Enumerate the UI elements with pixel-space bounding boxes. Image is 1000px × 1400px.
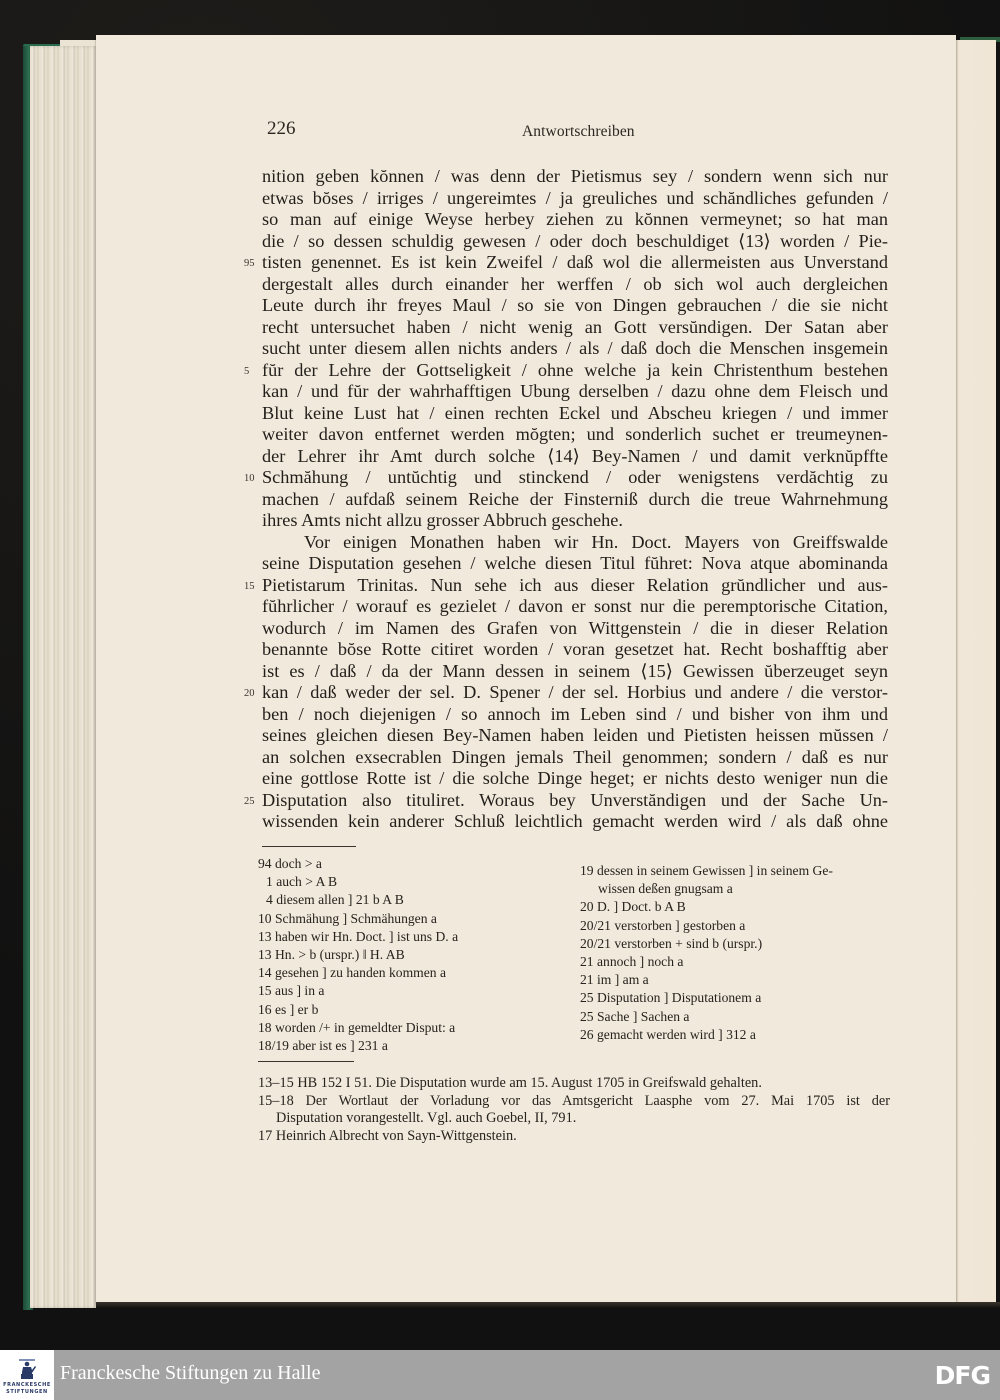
text-line: benannte bŏse Rotte citiret worden / voran gesetzet hat. Recht boshafftig aber: [262, 639, 888, 659]
text-line: etwas bŏses / irriges / ungereimtes / ja greuliches und schăndliches gefunden /: [262, 187, 888, 208]
apparatus-entry: 26 gemacht werden wird ] 312 a: [580, 1026, 756, 1042]
francke-statue-icon: [17, 1358, 37, 1380]
text-line: an solchen exsecrablen Dingen jemals Theil genommen; sondern / daß es nur: [262, 746, 888, 767]
text-line: seine Disputation gesehen / welche diesen Titul fŭhret: Nova atque abominanda: [262, 553, 888, 573]
line-number: 10: [244, 473, 255, 484]
apparatus-entry: 18/19 aber ist es ] 231 a: [258, 1038, 388, 1054]
text-line: der Lehrer ihr Amt durch solche ⟨14⟩ Bey-Namen / und damit verknŭpffte: [262, 445, 888, 466]
apparatus-entry: 20 D. ] Doct. b A B: [580, 899, 686, 915]
text-line: recht untersuchet haben / nicht wenig an Gott versŭndigen. Der Satan aber: [262, 316, 888, 337]
text-line: seines gleichen diesen Bey-Namen haben leiden und Pietisten heissen mŭssen /: [262, 725, 888, 745]
apparatus-entry: 4 diesem allen ] 21 b A B: [266, 892, 404, 908]
apparatus-entry: 13 Hn. > b (urspr.) ‖ H. AB: [258, 947, 405, 963]
commentary-divider: [258, 1061, 354, 1062]
text-line: weiter davon entfernet werden mŏgten; und sonderlich suchet er treumeynen-: [262, 424, 888, 444]
text-line-paragraph-end: ihres Amts nicht allzu grosser Abbruch geschehe.: [262, 510, 623, 530]
apparatus-entry: 21 annoch ] noch a: [580, 954, 684, 970]
page-stack: [30, 46, 98, 1308]
apparatus-entry: 21 im ] am a: [580, 972, 649, 988]
main-text: [244, 166, 888, 833]
institution-logo[interactable]: [0, 1350, 54, 1400]
commentary-entry: 17 Heinrich Albrecht von Sayn-Wittgenstein.: [258, 1127, 517, 1144]
text-line: Blut keine Lust hat / einen rechten Eckel und Abscheu kriegen / und immer: [262, 402, 888, 423]
text-line: 20 kan / daß weder der sel. D. Spener / der sel. Horbius und andere / die verstor-: [262, 682, 888, 704]
text-line: 95 tisten genennet. Es ist kein Zweifel / daß wol die allermeisten aus Unverstand: [262, 252, 888, 274]
text-line: kan / und fŭr der wahrhafftigen Ubung derselben / dazu ohne dem Fleisch und: [262, 381, 888, 401]
apparatus-entry: 19 dessen in seinem Gewissen ] in seinem Ge-: [580, 863, 833, 878]
critical-apparatus-left: [258, 855, 568, 1055]
text-line: Leute durch ihr freyes Maul / so sie von Dingen gebrauchen / die sie nicht: [262, 295, 888, 315]
line-number: 15: [244, 580, 255, 592]
apparatus-entry: 16 es ] er b: [258, 1001, 319, 1017]
apparatus-entry: 94 doch > a: [258, 856, 322, 871]
facing-page-edge: [956, 40, 996, 1305]
text-line: dergestalt alles durch einander her werffen / ob sich wol auch dergleichen: [262, 273, 888, 294]
apparatus-entry: 15 aus ] in a: [258, 983, 325, 999]
line-number: 20: [244, 688, 255, 699]
text-line: nition geben kŏnnen / was denn der Pietismus sey / sondern wenn sich nur: [262, 166, 888, 186]
text-line: eine gottlose Rotte ist / die solche Dinge heget; er nichts desto weniger nun die: [262, 768, 888, 788]
apparatus-entry-continuation: wissen deßen gnugsam a: [598, 881, 733, 897]
text-line: 15 Pietistarum Trinitas. Nun sehe ich aus dieser Relation grŭndlicher und aus-: [262, 575, 888, 597]
text-line: wissenden kein anderer Schluß leichtlich gemacht werden wird / als daß ohne: [262, 811, 888, 831]
text-line: sucht unter diesem allen nichts anders / als / daß doch die Menschen insgemein: [262, 338, 888, 358]
apparatus-entry: 14 gesehen ] zu handen kommen a: [258, 965, 446, 981]
running-head: [267, 118, 887, 142]
running-title: Antwortschreiben: [522, 123, 635, 140]
apparatus-entry: 20/21 verstorben + sind b (urspr.): [580, 935, 763, 951]
text-line: machen / aufdaß seinem Reiche der Finsterniß durch die treue Wahrnehmung: [262, 488, 888, 509]
text-line: ist es / daß / da der Mann dessen in seinem ⟨15⟩ Gewissen ŭberzeuget seyn: [262, 660, 888, 681]
text-line: die / so dessen schuldig gewesen / oder doch beschuldiget ⟨13⟩ worden / Pie-: [262, 230, 888, 251]
line-number: 25: [244, 795, 255, 807]
text-line: 5 fŭr der Lehre der Gottseligkeit / ohne welche ja kein Christenthum bestehen: [262, 360, 888, 382]
text-line: 25 Disputation also tituliret. Woraus bey Unverstăndigen und der Sache Un-: [262, 790, 888, 812]
apparatus-divider: [262, 846, 356, 847]
text-line: fŭhrlicher / worauf es gezielet / davon er sonst nur die peremptorische Citation,: [262, 596, 888, 616]
logo-caption: STIFTUNGEN: [6, 1389, 48, 1395]
apparatus-entry: 25 Sache ] Sachen a: [580, 1008, 690, 1024]
text-line-paragraph-start: Vor einigen Monathen haben wir Hn. Doct. Mayers von Greiffswalde: [304, 531, 888, 552]
apparatus-entry: 1 auch > A B: [266, 874, 338, 890]
footer-bar: [0, 1350, 1000, 1400]
page-number: 226: [267, 118, 296, 139]
apparatus-entry: 18 worden /+ in gemeldter Disput: a: [258, 1019, 456, 1035]
critical-apparatus-right: [580, 862, 890, 1044]
dfg-logo[interactable]: DFG: [934, 1361, 990, 1390]
apparatus-entry: 25 Disputation ] Disputationem a: [580, 990, 762, 1006]
page-bottom-shadow: [96, 1302, 1000, 1308]
apparatus-entry: 13 haben wir Hn. Doct. ] ist uns D. a: [258, 928, 459, 944]
text-line: 10 Schmăhung / untŭchtig und stinckend / oder wenigstens verdăchtig zu: [262, 467, 888, 489]
logo-caption: FRANCKESCHE: [3, 1382, 51, 1388]
text-line: wodurch / im Namen des Grafen von Wittgenstein / die in dieser Relation: [262, 617, 888, 638]
line-number: 5: [244, 365, 250, 377]
apparatus-entry: 10 Schmähung ] Schmähungen a: [258, 910, 437, 926]
text-line: so man auf einige Weyse herbey ziehen zu kŏnnen vermeynet; so hat man: [262, 209, 888, 229]
commentary-notes: [258, 1075, 890, 1145]
commentary-entry: 15–18 Der Wortlaut der Vorladung vor das Amtsgericht Laasphe vom 27. Mai 1705 ist der: [258, 1092, 890, 1109]
apparatus-entry: 20/21 verstorben ] gestorben a: [580, 917, 746, 933]
commentary-entry-continuation: Disputation vorangestellt. Vgl. auch Goebel, II, 791.: [276, 1110, 577, 1126]
text-line: ben / noch diejenigen / so annoch im Leben sind / und bisher von ihm und: [262, 703, 888, 724]
commentary-entry: 13–15 HB 152 I 51. Die Disputation wurde am 15. August 1705 in Greifswald gehalten.: [258, 1075, 762, 1091]
line-number: 95: [244, 258, 255, 269]
institution-name: Franckesche Stiftungen zu Halle: [60, 1362, 321, 1384]
